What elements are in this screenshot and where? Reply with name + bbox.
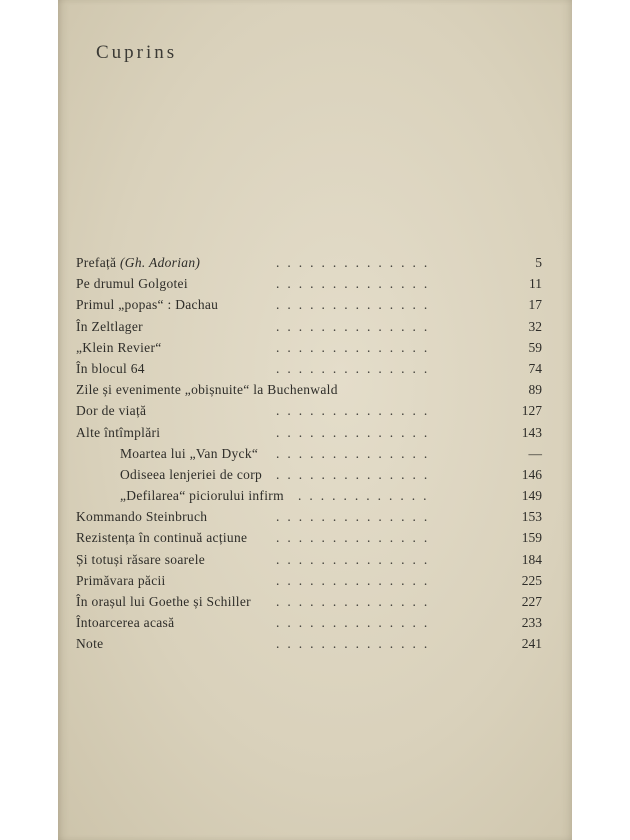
- entry-title: Pe drumul Golgotei: [76, 276, 188, 292]
- page-number: 153: [521, 509, 542, 525]
- entry-title: În Zeltlager: [76, 318, 143, 334]
- entry-title: Și totuși răsare soarele: [76, 551, 206, 567]
- page-number: —: [528, 445, 542, 461]
- toc-entry: [76, 252, 542, 273]
- page-number: 149: [521, 488, 542, 504]
- leader-dots: ..............: [276, 530, 436, 546]
- entry-title: Odiseea lenjeriei de corp: [120, 466, 263, 482]
- page-number: 225: [521, 572, 542, 588]
- entry-title: „Klein Revier“: [76, 339, 162, 355]
- leader-dots: ..............: [276, 339, 436, 355]
- page-number: 11: [529, 276, 542, 292]
- toc-entry: [76, 400, 542, 421]
- page-number: 74: [528, 360, 542, 376]
- entry-author: (Gh. Adorian): [120, 255, 201, 270]
- leader-dots: ............: [298, 488, 435, 504]
- page-number: 32: [528, 318, 542, 334]
- toc-entry: [76, 316, 542, 337]
- page-number: 89: [528, 382, 542, 398]
- table-of-contents: [76, 252, 542, 655]
- entry-title: În orașul lui Goethe și Schiller: [76, 594, 251, 609]
- leader-dots: ..............: [276, 255, 436, 270]
- entry-title: Primul „popas“ : Dachau: [76, 297, 219, 313]
- toc-entry: [76, 358, 542, 379]
- toc-entry: [76, 591, 542, 612]
- toc-entry: [76, 422, 542, 443]
- toc-entry: [76, 294, 542, 315]
- leader-dots: ..............: [276, 572, 436, 588]
- leader-dots: ..............: [276, 403, 436, 419]
- toc-entry: [76, 527, 542, 548]
- toc-entry: [76, 273, 542, 294]
- page-number: 233: [521, 615, 542, 631]
- page-number: 146: [521, 466, 542, 482]
- entry-title: Întoarcerea acasă: [76, 615, 175, 631]
- toc-entry: [76, 337, 542, 358]
- page-number: 143: [521, 424, 542, 440]
- book-page: [58, 0, 572, 840]
- toc-entry: [76, 570, 542, 591]
- toc-entry: [76, 612, 542, 633]
- toc-entry: [76, 379, 542, 400]
- entry-title: Prefață (Gh. Adorian): [76, 255, 201, 270]
- toc-entry: [76, 633, 542, 654]
- toc-subentry: [76, 443, 542, 464]
- leader-dots: ..............: [276, 594, 436, 609]
- entry-title: Kommando Steinbruch: [76, 509, 208, 525]
- page-number: 59: [528, 339, 542, 355]
- entry-title: Moartea lui „Van Dyck“: [120, 445, 259, 461]
- leader-dots: ..............: [276, 615, 436, 631]
- page-number: 241: [521, 636, 542, 652]
- entry-title: Zile și evenimente „obișnuite“ la Buchenwald: [76, 382, 338, 398]
- leader-dots: ..............: [276, 551, 436, 567]
- entry-title: „Defilarea“ piciorului infirm: [120, 488, 284, 504]
- contents-heading: Cuprins: [96, 42, 178, 63]
- leader-dots: ..............: [276, 318, 436, 334]
- leader-dots: ..............: [276, 297, 436, 313]
- leader-dots: ..............: [276, 276, 436, 292]
- page-number: 184: [521, 551, 542, 567]
- page-number: 17: [528, 297, 542, 313]
- page-number: 127: [521, 403, 542, 419]
- entry-title: Dor de viață: [76, 403, 147, 419]
- leader-dots: ..............: [276, 445, 436, 461]
- leader-dots: ..............: [276, 360, 436, 376]
- toc-subentry: [76, 485, 542, 506]
- leader-dots: ..............: [276, 636, 436, 652]
- toc-subentry: [76, 464, 542, 485]
- entry-title: Primăvara păcii: [76, 572, 166, 588]
- toc-entry: [76, 549, 542, 570]
- entry-title: Alte întîmplări: [76, 424, 161, 440]
- page-number: 159: [521, 530, 542, 546]
- leader-dots: ..............: [276, 424, 436, 440]
- entry-title: În blocul 64: [76, 360, 145, 376]
- page-number: 5: [535, 255, 542, 270]
- entry-title: Note: [76, 636, 104, 652]
- leader-dots: ..............: [276, 509, 436, 525]
- leader-dots: ..............: [276, 466, 436, 482]
- toc-entry: [76, 506, 542, 527]
- page-number: 227: [521, 594, 542, 609]
- entry-title: Rezistența în continuă acțiune: [76, 530, 248, 546]
